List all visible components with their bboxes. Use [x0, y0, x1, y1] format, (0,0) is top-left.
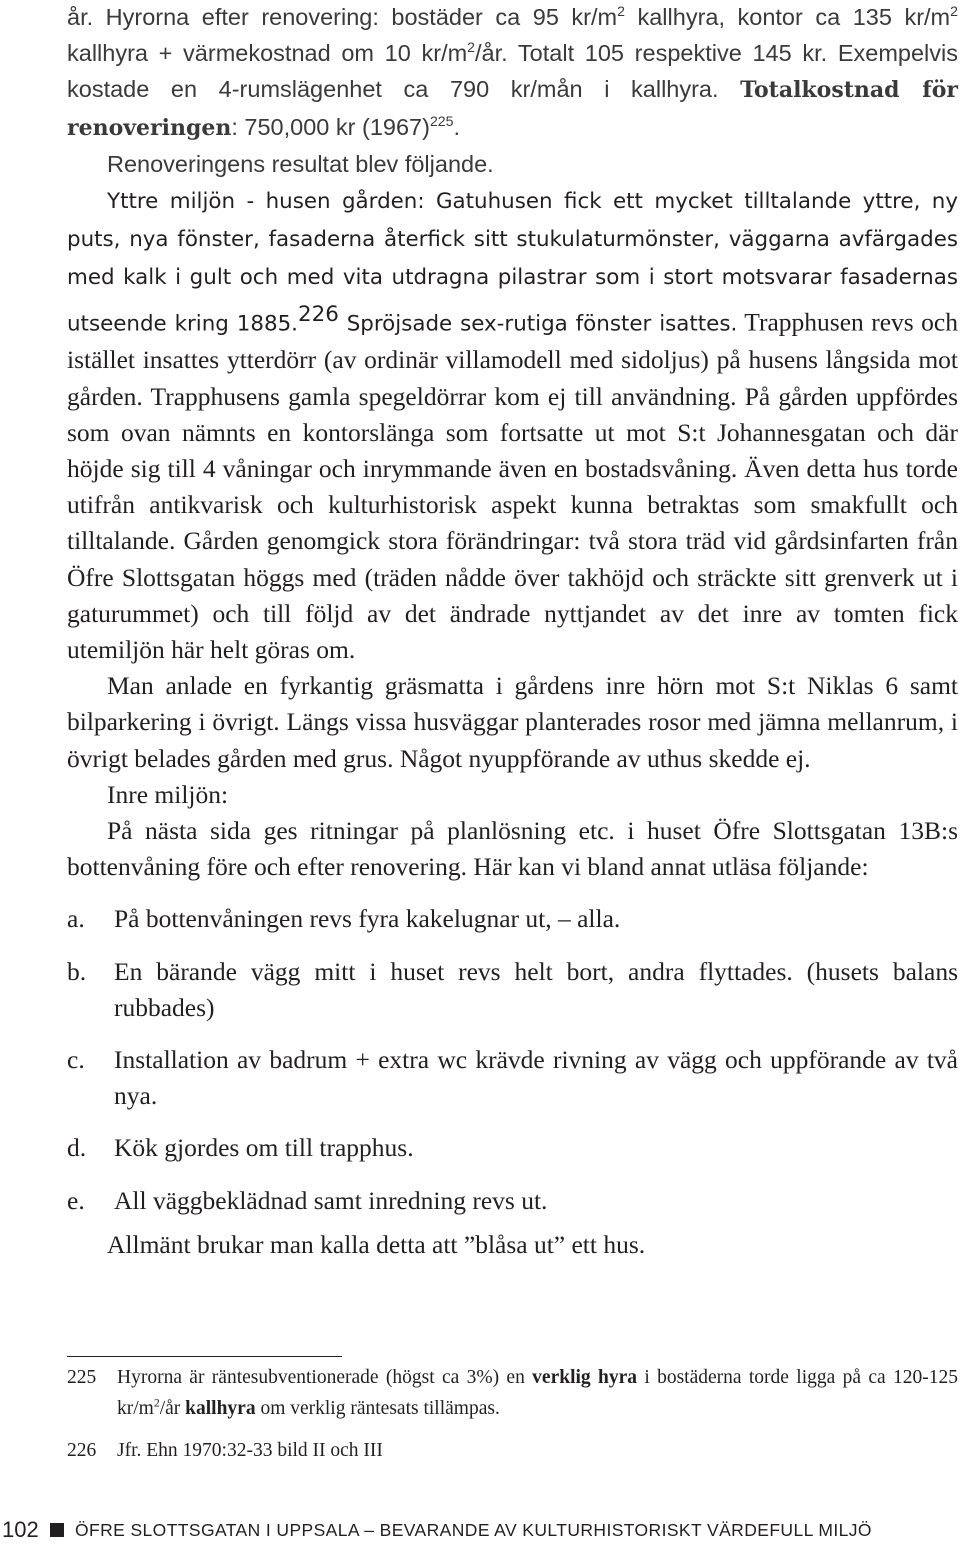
paragraph-outer-environment: Yttre miljön - husen gården: Gatuhusen fick ett mycket tilltalande yttre, ny puts, nya fönster, fasaderna återfick sitt stukulaturmönster, väggarna avfärgades med kalk i gult och med vita utdragna pilastrar som i stort motsvarar fasadernas utseende kring 1885.$^{226}$ Spröjsade sex-rutiga fönster isattes. Trapphusen revs och istället insattes ytterdörr (av ordinär villamodell med sidoljus) på husens långsida mot gården. Trapphusens gamla spegeldörrar kom ej till användning. På gården uppfördes som ovan nämnts en kontorslänga som fortsatte ut mot S:t Johannesgatan och där höjde sig till 4 våningar och inrymmande även en bostadsvåning. Även detta hus torde utifrån antikvarisk och kulturhistorisk aspekt kunna betraktas som smakfullt och tilltalande. Gården genomgick stora förändringar: två stora träd vid gårdsinfarten från Öfre Slottsgatan höggs med (träden nådde över takhöjd och sträckte sitt grenverk ut i gaturummet) och till följd av det ändrade nyttjandet av det inre av tomten fick utemiljön här helt göras om. — [67, 189, 958, 664]
square-bullet-icon — [50, 1523, 64, 1537]
list-item: a. På bottenvåningen revs fyra kakelugnar ut, – alla. — [67, 904, 621, 934]
footnote-226: 226 Jfr. Ehn 1970:32-33 bild II och III — [67, 1440, 383, 1461]
footnotes — [67, 1362, 958, 1477]
list-item: c. Installation av badrum + extra wc krävde rivning av vägg och uppförande av två nya. — [67, 1044, 958, 1111]
paragraph-rents: år. Hyrorna efter renovering: bostäder ca 95 $kr/m^2$ kallhyra, kontor ca 135 $kr/m^2$ kallhyra + värmekostnad om 10 $kr/m^2/år$. Totalt 105 respektive 145 kr. Exempelvis kostade en 4-rumslägenhet ca 790 kr/mån i kallhyra. Totalkostnad för renoveringen: 750,000 kr $(1967)^{225}$. Renoveringens resultat blev följande. — [67, 3, 958, 177]
closing-sentence: Allmänt brukar man kalla detta att ”blåsa ut” ett hus. — [107, 1229, 646, 1259]
body-text — [67, 0, 958, 1263]
running-title: ÖFRE SLOTTSGATAN I UPPSALA – BEVARANDE AV KULTURHISTORISKT VÄRDEFULL MILJÖ — [75, 1519, 872, 1540]
list-item: d. Kök gjordes om till trapphus. — [67, 1133, 414, 1163]
footnote-225: 225 Hyrorna är räntesubventionerade (högst ca 3%) en verklig hyra i bostäderna torde ligga på ca 120-125 $kr/m^2/år$ kallhyra om verklig räntesats tillämpas. — [67, 1367, 958, 1419]
footnote-divider — [67, 1356, 342, 1357]
total-cost-label: Totalkostnad för renoveringen — [67, 77, 958, 141]
paragraph-courtyard: Man anlade en fyrkantig gräsmatta i gårdens inre hörn mot S:t Niklas 6 samt bilparkering i övrigt. Längs vissa husväggar planterades rosor med jämna mellanrum, i övrigt belades gården med grus. Något nyuppförande av uthus skedde ej. — [67, 671, 958, 773]
list-item: e. All väggbeklädnad samt inredning revs ut. — [67, 1185, 548, 1215]
changes-list — [67, 901, 958, 1218]
footnote-ref-226: 226 — [297, 301, 339, 327]
list-item: b. En bärande vägg mitt i huset revs helt bort, andra flyttades. (husets balans rubbades) — [67, 956, 958, 1022]
footnote-ref-225: 225 — [429, 112, 454, 129]
page-number: 102 — [2, 1517, 39, 1542]
heading-inner-environment: Inre miljön: — [107, 779, 229, 809]
paragraph-drawings: På nästa sida ges ritningar på planlösning etc. i huset Öfre Slottsgatan 13B:s bottenvåning före och efter renovering. Här kan vi bland annat utläsa följande: — [67, 815, 958, 882]
